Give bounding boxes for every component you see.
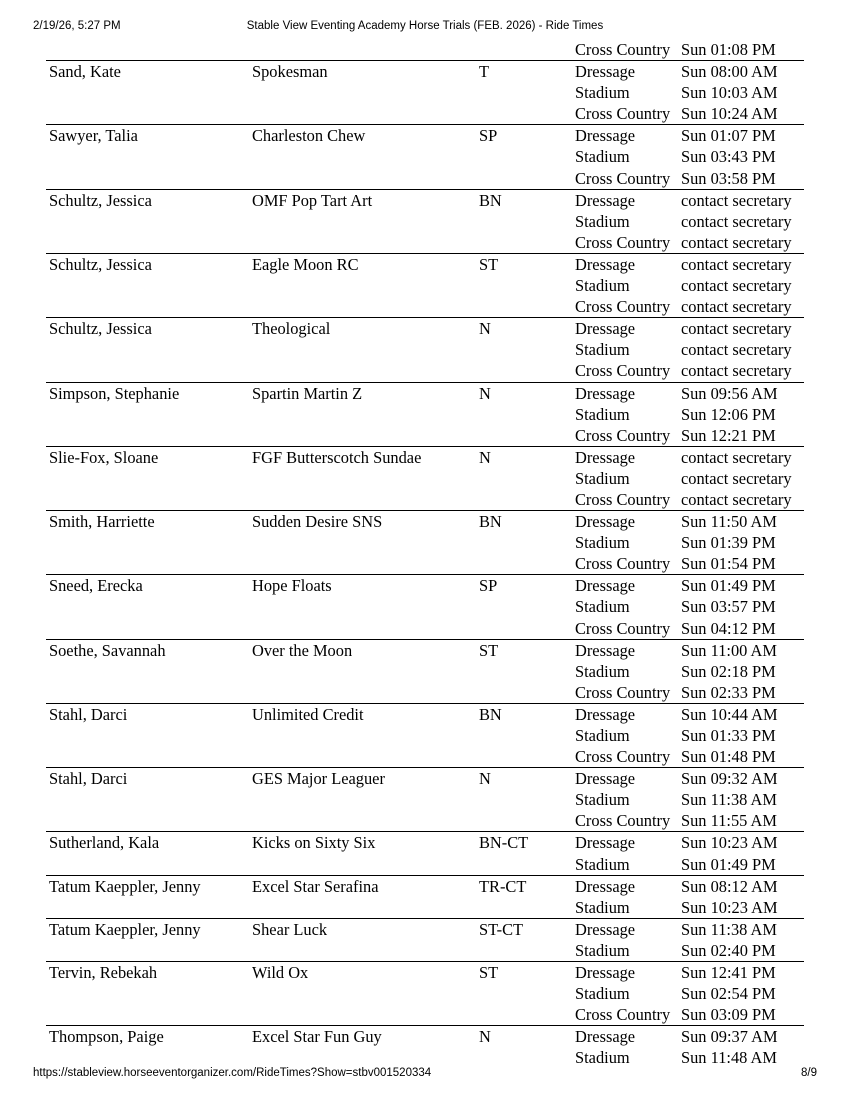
ride-time: Sun 10:24 AM xyxy=(681,104,778,124)
schedule-line xyxy=(46,318,804,339)
entry-row xyxy=(46,703,804,767)
schedule-line xyxy=(46,447,804,468)
schedule-line xyxy=(46,962,804,983)
phase: Dressage xyxy=(575,319,636,339)
rider-name: Sneed, Erecka xyxy=(49,576,143,596)
schedule-line xyxy=(46,746,804,767)
schedule-line xyxy=(46,897,804,918)
phase: Dressage xyxy=(575,1027,636,1047)
phase: Dressage xyxy=(575,190,636,210)
entry-row xyxy=(46,189,804,253)
phase: Dressage xyxy=(575,704,636,724)
schedule-line xyxy=(46,919,804,940)
phase: Stadium xyxy=(575,661,630,681)
entry-row xyxy=(46,317,804,381)
entry-row xyxy=(46,382,804,446)
division: ST-CT xyxy=(479,919,524,939)
rider-name: Smith, Harriette xyxy=(49,512,155,532)
schedule-line xyxy=(46,1026,804,1047)
schedule-line xyxy=(46,532,804,553)
horse-name: Sudden Desire SNS xyxy=(252,512,383,532)
ride-times-table xyxy=(0,39,850,1069)
phase: Cross Country xyxy=(575,361,671,381)
rider-name: Tatum Kaeppler, Jenny xyxy=(49,876,201,896)
rider-name: Sutherland, Kala xyxy=(49,833,160,853)
rider-name: Sand, Kate xyxy=(49,62,121,82)
entry-row xyxy=(46,767,804,831)
ride-time: Sun 04:12 PM xyxy=(681,618,776,638)
schedule-line xyxy=(46,125,804,146)
ride-time: Sun 11:38 AM xyxy=(681,919,777,939)
ride-time: Sun 11:38 AM xyxy=(681,790,777,810)
phase: Stadium xyxy=(575,404,630,424)
phase: Stadium xyxy=(575,533,630,553)
horse-name: Charleston Chew xyxy=(252,126,366,146)
rider-name: Stahl, Darci xyxy=(49,769,128,789)
schedule-line xyxy=(46,383,804,404)
schedule-line xyxy=(46,640,804,661)
phase: Dressage xyxy=(575,769,636,789)
ride-time: Sun 11:48 AM xyxy=(681,1048,777,1068)
schedule-line xyxy=(46,575,804,596)
division: SP xyxy=(479,126,498,146)
phase: Dressage xyxy=(575,640,636,660)
ride-time: contact secretary xyxy=(681,319,792,339)
ride-time: Sun 03:57 PM xyxy=(681,597,776,617)
phase: Dressage xyxy=(575,62,636,82)
division: ST xyxy=(479,254,499,274)
horse-name: Eagle Moon RC xyxy=(252,254,359,274)
schedule-line xyxy=(46,425,804,446)
schedule-line xyxy=(46,511,804,532)
ride-time: Sun 12:41 PM xyxy=(681,963,776,983)
phase: Cross Country xyxy=(575,232,671,252)
schedule-line xyxy=(46,489,804,510)
phase: Cross Country xyxy=(575,168,671,188)
ride-time: Sun 09:37 AM xyxy=(681,1027,778,1047)
phase: Dressage xyxy=(575,833,636,853)
entry-row xyxy=(46,253,804,317)
phase: Stadium xyxy=(575,940,630,960)
ride-time: Sun 09:32 AM xyxy=(681,769,778,789)
ride-time: Sun 02:40 PM xyxy=(681,940,776,960)
horse-name: Kicks on Sixty Six xyxy=(252,833,376,853)
rider-name: Sawyer, Talia xyxy=(49,126,138,146)
rider-name: Schultz, Jessica xyxy=(49,319,152,339)
page-title: Stable View Eventing Academy Horse Trials (FEB. 2026) - Ride Times xyxy=(246,20,604,32)
schedule-line xyxy=(46,704,804,725)
division: N xyxy=(479,319,491,339)
schedule-line xyxy=(46,876,804,897)
schedule-line xyxy=(46,103,804,124)
entry-row xyxy=(46,831,804,874)
phase: Stadium xyxy=(575,597,630,617)
ride-time: Sun 11:00 AM xyxy=(681,640,777,660)
phase: Cross Country xyxy=(575,811,671,831)
phase: Stadium xyxy=(575,276,630,296)
ride-time: Sun 03:09 PM xyxy=(681,1005,776,1025)
ride-time: Sun 11:50 AM xyxy=(681,512,777,532)
phase: Stadium xyxy=(575,854,630,874)
schedule-line xyxy=(46,232,804,253)
ride-time: Sun 03:58 PM xyxy=(681,168,776,188)
phase: Cross Country xyxy=(575,297,671,317)
print-date: 2/19/26, 5:27 PM xyxy=(33,20,121,32)
ride-time: Sun 01:08 PM xyxy=(681,40,776,59)
phase: Cross Country xyxy=(575,682,671,702)
ride-time: Sun 08:00 AM xyxy=(681,62,778,82)
rider-name: Schultz, Jessica xyxy=(49,190,152,210)
ride-time: Sun 03:43 PM xyxy=(681,147,776,167)
schedule-line xyxy=(46,404,804,425)
rider-name: Tervin, Rebekah xyxy=(49,963,158,983)
horse-name: Excel Star Serafina xyxy=(252,876,379,896)
ride-time: Sun 10:23 AM xyxy=(681,897,778,917)
phase: Stadium xyxy=(575,790,630,810)
phase: Cross Country xyxy=(575,1005,671,1025)
rider-name: Slie-Fox, Sloane xyxy=(49,447,159,467)
schedule-line xyxy=(46,360,804,381)
schedule-line xyxy=(46,296,804,317)
schedule-line xyxy=(46,39,804,60)
phase: Stadium xyxy=(575,147,630,167)
schedule-line xyxy=(46,810,804,831)
entry-row xyxy=(46,639,804,703)
division: BN xyxy=(479,190,502,210)
schedule-line xyxy=(46,682,804,703)
division: ST xyxy=(479,640,499,660)
ride-time: Sun 01:48 PM xyxy=(681,747,776,767)
rider-name: Tatum Kaeppler, Jenny xyxy=(49,919,201,939)
division: SP xyxy=(479,576,498,596)
ride-time: contact secretary xyxy=(681,232,792,252)
phase: Dressage xyxy=(575,254,636,274)
phase: Cross Country xyxy=(575,489,671,509)
horse-name: Shear Luck xyxy=(252,919,328,939)
ride-time: Sun 08:12 AM xyxy=(681,876,778,896)
ride-time: contact secretary xyxy=(681,489,792,509)
schedule-line xyxy=(46,983,804,1004)
ride-time: Sun 02:33 PM xyxy=(681,682,776,702)
schedule-line xyxy=(46,254,804,275)
phase: Stadium xyxy=(575,340,630,360)
schedule-line xyxy=(46,190,804,211)
ride-time: Sun 02:54 PM xyxy=(681,984,776,1004)
schedule-line xyxy=(46,468,804,489)
schedule-line xyxy=(46,596,804,617)
phase: Dressage xyxy=(575,126,636,146)
phase: Stadium xyxy=(575,1048,630,1068)
schedule-line xyxy=(46,339,804,360)
ride-time: Sun 01:07 PM xyxy=(681,126,776,146)
phase: Cross Country xyxy=(575,104,671,124)
division: N xyxy=(479,1027,491,1047)
horse-name: Spokesman xyxy=(252,62,328,82)
ride-time: Sun 12:21 PM xyxy=(681,425,776,445)
phase: Cross Country xyxy=(575,618,671,638)
rider-name: Stahl, Darci xyxy=(49,704,128,724)
ride-time: Sun 01:54 PM xyxy=(681,554,776,574)
ride-time: Sun 10:03 AM xyxy=(681,83,778,103)
schedule-line xyxy=(46,211,804,232)
entry-row xyxy=(46,510,804,574)
division: BN xyxy=(479,512,502,532)
entry-row xyxy=(46,574,804,638)
schedule-line xyxy=(46,725,804,746)
horse-name: Wild Ox xyxy=(252,963,309,983)
ride-time: contact secretary xyxy=(681,447,792,467)
horse-name: Unlimited Credit xyxy=(252,704,364,724)
horse-name: Theological xyxy=(252,319,331,339)
horse-name: Over the Moon xyxy=(252,640,353,660)
schedule-line xyxy=(46,789,804,810)
entry-row xyxy=(46,918,804,961)
phase: Stadium xyxy=(575,897,630,917)
division: N xyxy=(479,383,491,403)
ride-time: Sun 10:44 AM xyxy=(681,704,778,724)
horse-name: FGF Butterscotch Sundae xyxy=(252,447,422,467)
ride-time: Sun 11:55 AM xyxy=(681,811,777,831)
schedule-line xyxy=(46,768,804,789)
division: TR-CT xyxy=(479,876,527,896)
phase: Cross Country xyxy=(575,747,671,767)
ride-time: contact secretary xyxy=(681,468,792,488)
ride-time: contact secretary xyxy=(681,211,792,231)
division: N xyxy=(479,447,491,467)
phase: Stadium xyxy=(575,211,630,231)
division: BN-CT xyxy=(479,833,529,853)
schedule-line xyxy=(46,61,804,82)
ride-time: Sun 10:23 AM xyxy=(681,833,778,853)
ride-time: Sun 01:33 PM xyxy=(681,726,776,745)
ride-time: contact secretary xyxy=(681,340,792,360)
ride-time: Sun 01:39 PM xyxy=(681,533,776,553)
horse-name: GES Major Leaguer xyxy=(252,769,385,789)
page-url: https://stableview.horseeventorganizer.com/RideTimes?Show=stbv001520334 xyxy=(33,1067,432,1079)
entry-row xyxy=(46,1025,804,1068)
phase: Dressage xyxy=(575,576,636,596)
entry-row xyxy=(46,446,804,510)
ride-time: contact secretary xyxy=(681,254,792,274)
schedule-line xyxy=(46,146,804,167)
horse-name: Excel Star Fun Guy xyxy=(252,1027,382,1047)
schedule-line xyxy=(46,618,804,639)
rider-name: Schultz, Jessica xyxy=(49,254,152,274)
division: T xyxy=(479,62,490,82)
rider-name: Simpson, Stephanie xyxy=(49,383,180,403)
ride-time: Sun 01:49 PM xyxy=(681,576,776,596)
ride-time: Sun 02:18 PM xyxy=(681,661,776,681)
schedule-line xyxy=(46,82,804,103)
phase: Dressage xyxy=(575,512,636,532)
ride-time: contact secretary xyxy=(681,297,792,317)
ride-time: Sun 12:06 PM xyxy=(681,404,776,424)
entry-row xyxy=(46,60,804,124)
schedule-line xyxy=(46,553,804,574)
ride-time: contact secretary xyxy=(681,190,792,210)
horse-name: OMF Pop Tart Art xyxy=(252,190,373,210)
schedule-line xyxy=(46,275,804,296)
phase: Stadium xyxy=(575,83,630,103)
phase: Dressage xyxy=(575,876,636,896)
schedule-line xyxy=(46,940,804,961)
rider-name: Thompson, Paige xyxy=(49,1027,164,1047)
division: ST xyxy=(479,963,499,983)
division: BN xyxy=(479,704,502,724)
entry-row xyxy=(46,875,804,918)
phase: Dressage xyxy=(575,383,636,403)
ride-time: contact secretary xyxy=(681,361,792,381)
horse-name: Hope Floats xyxy=(252,576,332,596)
continued-entry xyxy=(46,39,804,60)
horse-name: Spartin Martin Z xyxy=(252,383,363,403)
ride-time: Sun 01:49 PM xyxy=(681,854,776,874)
page-number: 8/9 xyxy=(801,1067,817,1079)
phase: Stadium xyxy=(575,468,630,488)
schedule-line xyxy=(46,832,804,853)
ride-time: Sun 09:56 AM xyxy=(681,383,778,403)
schedule-line xyxy=(46,661,804,682)
phase: Dressage xyxy=(575,447,636,467)
entry-row xyxy=(46,961,804,1025)
division: N xyxy=(479,769,491,789)
phase: Cross Country xyxy=(575,425,671,445)
entry-row xyxy=(46,124,804,188)
phase: Stadium xyxy=(575,726,630,745)
schedule-line xyxy=(46,168,804,189)
ride-time: contact secretary xyxy=(681,276,792,296)
rider-name: Soethe, Savannah xyxy=(49,640,166,660)
phase: Dressage xyxy=(575,919,636,939)
schedule-line xyxy=(46,854,804,875)
phase: Cross Country xyxy=(575,40,671,59)
phase: Cross Country xyxy=(575,554,671,574)
phase: Dressage xyxy=(575,963,636,983)
phase: Stadium xyxy=(575,984,630,1004)
schedule-line xyxy=(46,1004,804,1025)
